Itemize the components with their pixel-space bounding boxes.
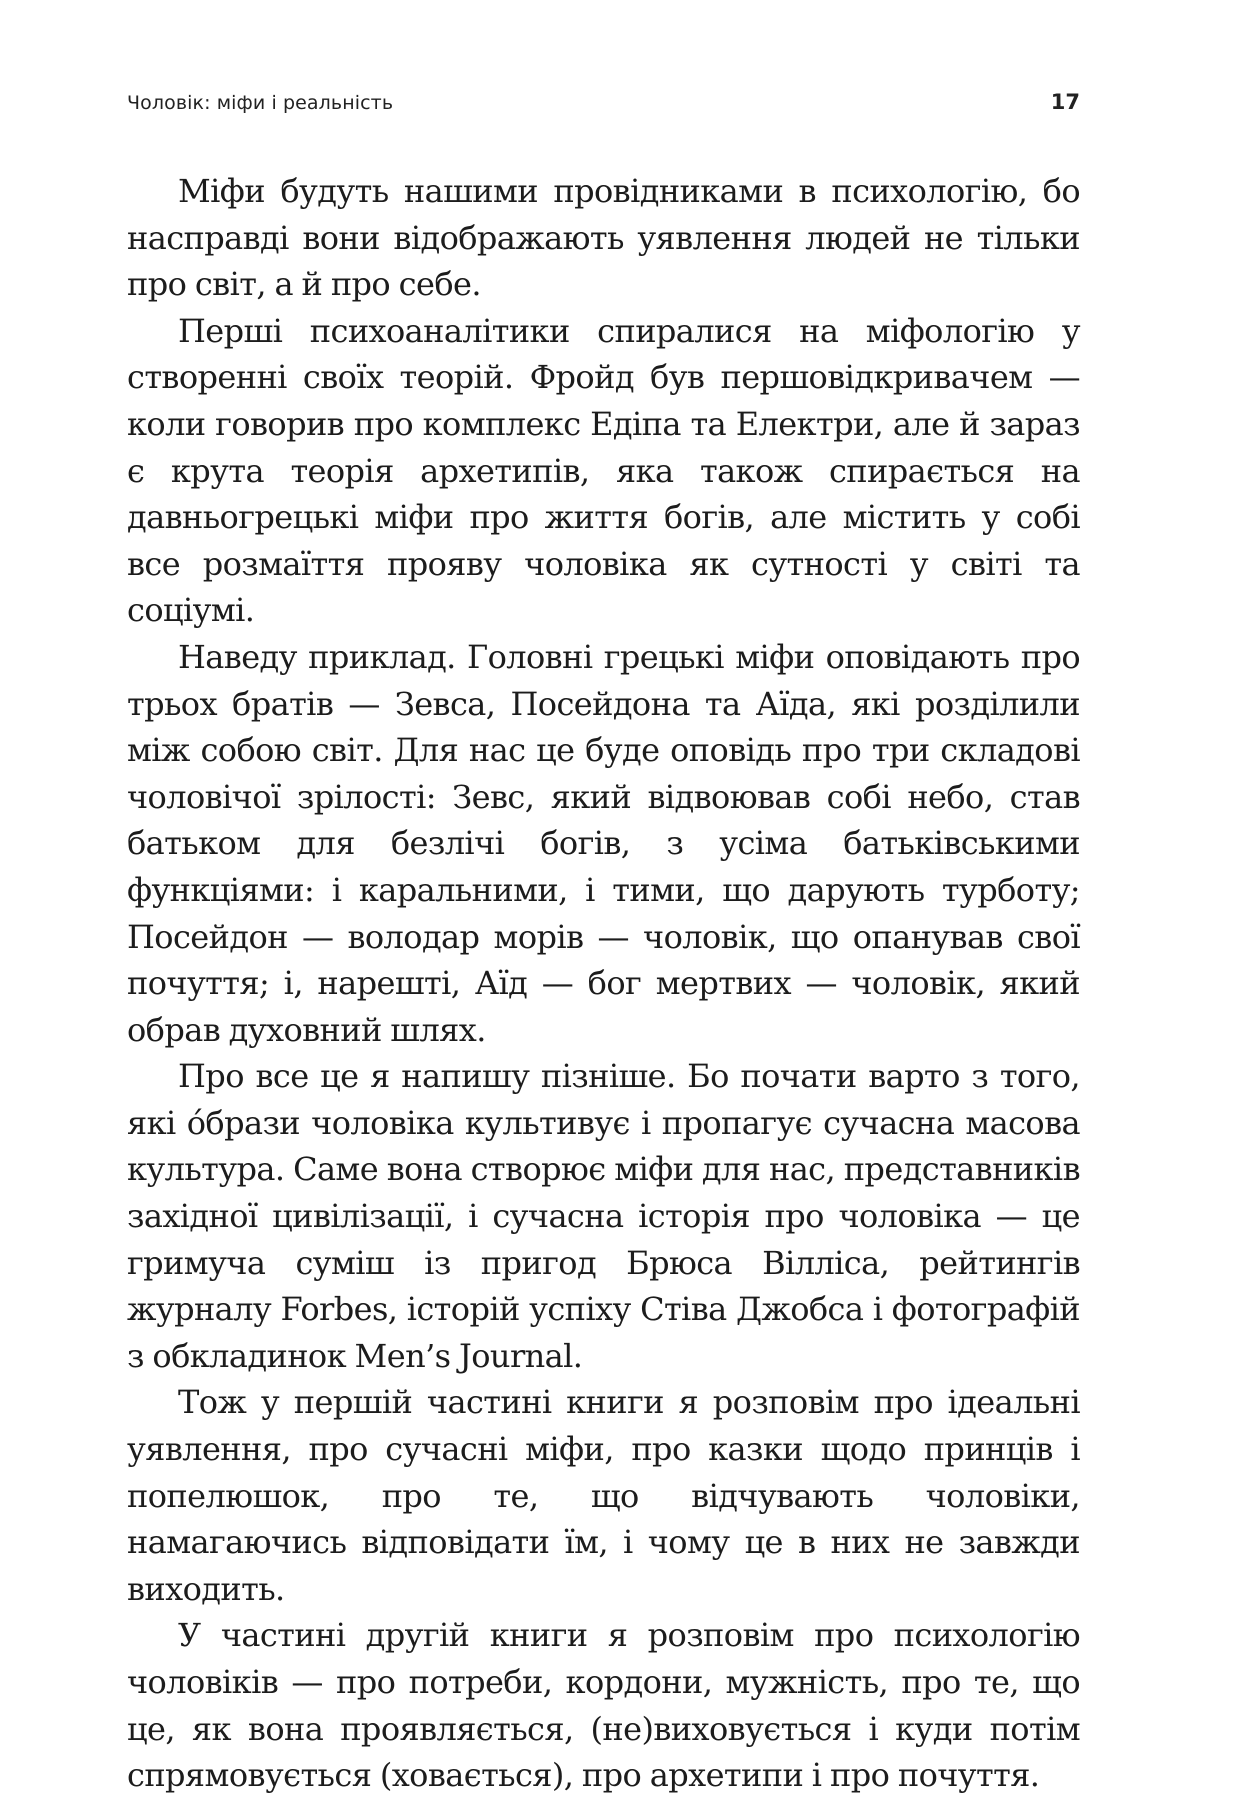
paragraph-4: Про все це я напишу пізніше. Бо почати варто з того, які óбрази чоловіка культивує і пропагує сучасна масова культура. Саме вона створює міфи для нас, представників західної цивілізації, і сучасна історія про чоловіка — це гримуча суміш із пригод Брюса Вілліса, рейтингів журналу Forbes, історій успіху Стіва Джобса і фотографій з обкладинок Men’s Journal. (127, 1057, 1080, 1375)
running-header (127, 90, 1080, 122)
running-title: Чоловік: міфи і реальність (127, 92, 394, 114)
page-number: 17 (1050, 90, 1080, 114)
paragraph-6: У частині другій книги я розповім про психологію чоловіків — про потреби, кордони, мужність, про те, що це, як вона проявляється, (не)виховується і куди потім спрямовується (ховається), про архетипи і про почуття. (127, 1616, 1080, 1795)
paragraph-2: Перші психоаналітики спиралися на міфологію у створенні своїх теорій. Фройд був першовідкривачем — коли говорив про комплекс Едіпа та Електри, але й зараз є крута теорія архетипів, яка також спирається на давньогрецькі міфи про життя богів, але містить у собі все розмаїття прояву чоловіка як сутності у світі та соціумі. (127, 311, 1080, 630)
body-text (127, 168, 1080, 1799)
paragraph-3: Наведу приклад. Головні грецькі міфи оповідають про трьох братів — Зевса, Посейдона та Аїда, які розділили між собою світ. Для нас це буде оповідь про три складові чоловічої зрілості: Зевс, який відвоював собі небо, став батьком для безлічі богів, з усіма батьківськими функціями: і каральними, і тими, що дарують турботу; Посейдон — володар морів — чоловік, що опанував свої почуття; і, нарешті, Аїд — бог мертвих — чоловік, який обрав духовний шлях. (127, 637, 1080, 1049)
paragraph-5: Тож у першій частині книги я розповім про ідеальні уявлення, про сучасні міфи, про казки щодо принців і попелюшок, про те, що відчувають чоловіки, намагаючись відповідати їм, і чому це в них не завжди виходить. (127, 1383, 1080, 1608)
paragraph-1: Міфи будуть нашими провідниками в психологію, бо насправді вони відображають уявлення людей не тільки про світ, а й про себе. (127, 172, 1080, 304)
